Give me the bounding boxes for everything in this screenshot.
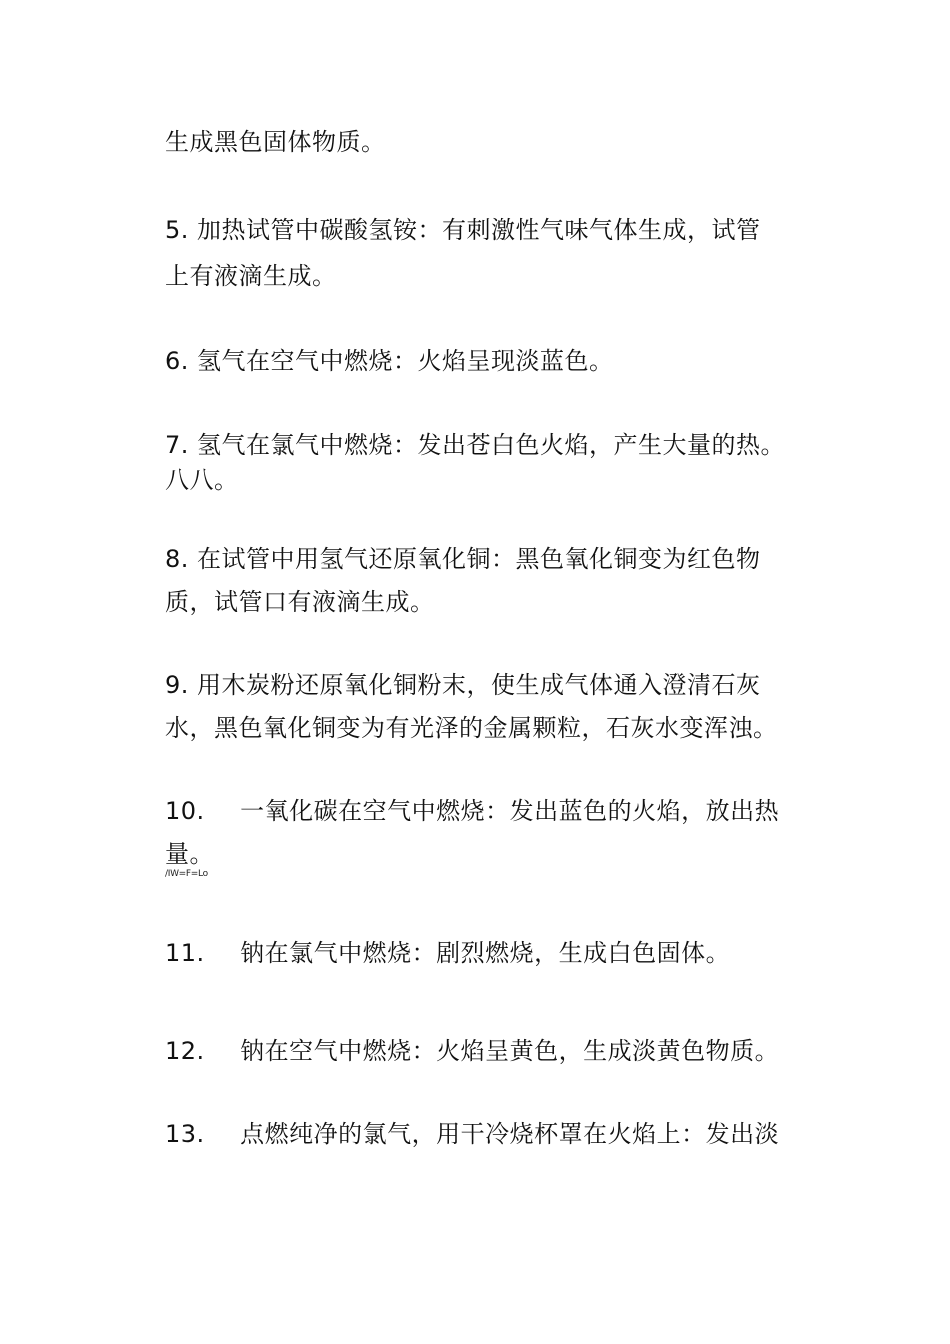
item-number: 6. <box>165 347 189 375</box>
line-text: 一氧化碳在空气中燃烧：发出蓝色的火焰，放出热 <box>240 797 780 825</box>
line-text: 上有液滴生成。 <box>165 262 337 290</box>
line-text: 量。 <box>165 840 214 868</box>
line-text: 氢气在氯气中燃烧：发出苍白色火焰，产生大量的热。 <box>197 431 786 459</box>
list-item-10-line-1 <box>165 797 779 825</box>
line-text: 八八。 <box>165 466 239 494</box>
item-number: 8. <box>165 545 189 573</box>
item-number: 10. <box>165 797 205 825</box>
line-text: 氢气在空气中燃烧：火焰呈现淡蓝色。 <box>197 347 614 375</box>
item-number: 12. <box>165 1037 205 1065</box>
line-text: 用木炭粉还原氧化铜粉末，使生成气体通入澄清石灰 <box>197 671 761 699</box>
list-item-9-line-2 <box>165 714 778 742</box>
line-text: 水，黑色氧化铜变为有光泽的金属颗粒，石灰水变浑浊。 <box>165 714 778 742</box>
list-item-7-line-1 <box>165 431 785 459</box>
item-number: 11. <box>165 939 205 967</box>
list-item-13 <box>165 1120 779 1148</box>
item-number: 5. <box>165 216 189 244</box>
list-item-6 <box>165 347 614 375</box>
item-number: 9. <box>165 671 189 699</box>
line-text: 质，试管口有液滴生成。 <box>165 588 435 616</box>
line-text: 钠在氯气中燃烧：剧烈燃烧，生成白色固体。 <box>240 939 731 967</box>
line-text: 钠在空气中燃烧：火焰呈黄色，生成淡黄色物质。 <box>240 1037 780 1065</box>
line-text: 在试管中用氢气还原氧化铜：黑色氧化铜变为红色物 <box>197 545 761 573</box>
list-item-8-line-2 <box>165 588 435 616</box>
line-text: /IW=F=Lo <box>165 869 208 879</box>
list-item-5-line-2 <box>165 262 337 290</box>
list-item-8-line-1 <box>165 545 761 573</box>
line-text: 加热试管中碳酸氢铵：有刺激性气味气体生成，试管 <box>197 216 761 244</box>
list-item-7-line-2 <box>165 466 239 494</box>
stray-mark-text <box>165 869 208 879</box>
list-item-11 <box>165 939 730 967</box>
list-item-9-line-1 <box>165 671 761 699</box>
list-item-5-line-1 <box>165 216 761 244</box>
line-text: 生成黑色固体物质。 <box>165 128 386 156</box>
list-item-10-line-2 <box>165 840 214 868</box>
item-number: 13. <box>165 1120 205 1148</box>
list-item-12 <box>165 1037 779 1065</box>
line-text: 点燃纯净的氯气，用干冷烧杯罩在火焰上：发出淡 <box>240 1120 780 1148</box>
item-number: 7. <box>165 431 189 459</box>
text-line-continuation <box>165 128 386 156</box>
